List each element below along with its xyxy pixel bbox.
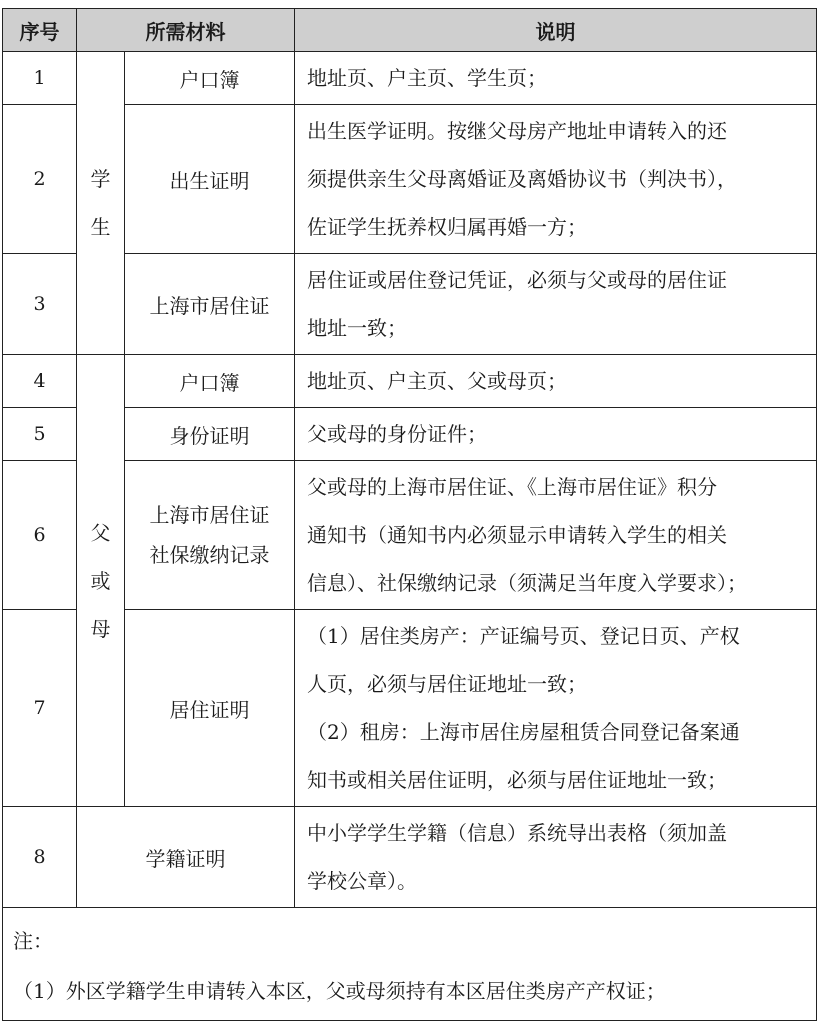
description-cell: [295, 461, 817, 610]
description-line: 学校公章）。: [307, 869, 417, 893]
table-row: [3, 105, 817, 254]
description-cell: [295, 355, 817, 408]
material-cell: 学籍证明: [77, 807, 295, 908]
row-number: 6: [3, 461, 77, 610]
material-cell: 户口簿: [125, 355, 295, 408]
note-cell: [3, 908, 817, 1021]
materials-table: [2, 8, 817, 1021]
material-line: 社保缴纳记录: [149, 543, 270, 567]
material-cell: 上海市居住证: [125, 254, 295, 355]
row-number: 2: [3, 105, 77, 254]
material-line: 上海市居住证: [149, 503, 270, 527]
description-line: （1）居住类房产：产证编号页、登记日页、产权: [307, 624, 740, 648]
material-cell: 户口簿: [125, 52, 295, 105]
description-line: 地址页、户主页、父或母页；: [307, 369, 567, 393]
row-number: 8: [3, 807, 77, 908]
description-cell: [295, 105, 817, 254]
table-row: [3, 610, 817, 807]
description-line: 父或母的上海市居住证、《上海市居住证》积分: [307, 475, 717, 499]
table-header-row: [3, 9, 817, 52]
description-cell: [295, 610, 817, 807]
note-title: 注：: [13, 929, 53, 953]
description-line: 出生医学证明。按继父母房产地址申请转入的还: [307, 119, 727, 143]
header-no: 序号: [3, 9, 77, 52]
material-cell: [125, 461, 295, 610]
group-student: [77, 52, 125, 355]
description-line: 父或母的身份证件；: [307, 422, 487, 446]
description-cell: [295, 254, 817, 355]
group-parent-label: 父或母: [90, 520, 111, 641]
description-line: 中小学学生学籍（信息）系统导出表格（须加盖: [307, 821, 727, 845]
description-line: （2）租房：上海市居住房屋租赁合同登记备案通: [307, 720, 740, 744]
description-line: 地址一致；: [307, 316, 407, 340]
group-parent: [77, 355, 125, 807]
group-student-label: 学生: [90, 167, 111, 239]
header-desc: 说明: [295, 9, 817, 52]
description-line: 地址页、户主页、学生页；: [307, 66, 547, 90]
table-row: [3, 408, 817, 461]
row-number: 4: [3, 355, 77, 408]
description-cell: [295, 408, 817, 461]
description-cell: [295, 807, 817, 908]
description-line: 知书或相关居住证明，必须与居住证地址一致；: [307, 768, 727, 792]
row-number: 1: [3, 52, 77, 105]
table-row: [3, 355, 817, 408]
description-line: 须提供亲生父母离婚证及离婚协议书（判决书），: [307, 167, 737, 191]
row-number: 7: [3, 610, 77, 807]
row-number: 3: [3, 254, 77, 355]
material-cell: 居住证明: [125, 610, 295, 807]
note-item: （1）外区学籍学生申请转入本区，父或母须持有本区居住类房产产权证；: [13, 979, 666, 1003]
table-row: [3, 461, 817, 610]
description-cell: [295, 52, 817, 105]
description-line: 人页，必须与居住证地址一致；: [307, 672, 587, 696]
material-cell: 出生证明: [125, 105, 295, 254]
material-cell: 身份证明: [125, 408, 295, 461]
note-row: [3, 908, 817, 1021]
description-line: 信息）、社保缴纳记录（须满足当年度入学要求）；: [307, 571, 747, 595]
table-row: [3, 52, 817, 105]
description-line: 佐证学生抚养权归属再婚一方；: [307, 215, 587, 239]
description-line: 居住证或居住登记凭证，必须与父或母的居住证: [307, 268, 727, 292]
header-material: 所需材料: [77, 9, 295, 52]
table-row: [3, 807, 817, 908]
row-number: 5: [3, 408, 77, 461]
table-row: [3, 254, 817, 355]
description-line: 通知书（通知书内必须显示申请转入学生的相关: [307, 523, 727, 547]
